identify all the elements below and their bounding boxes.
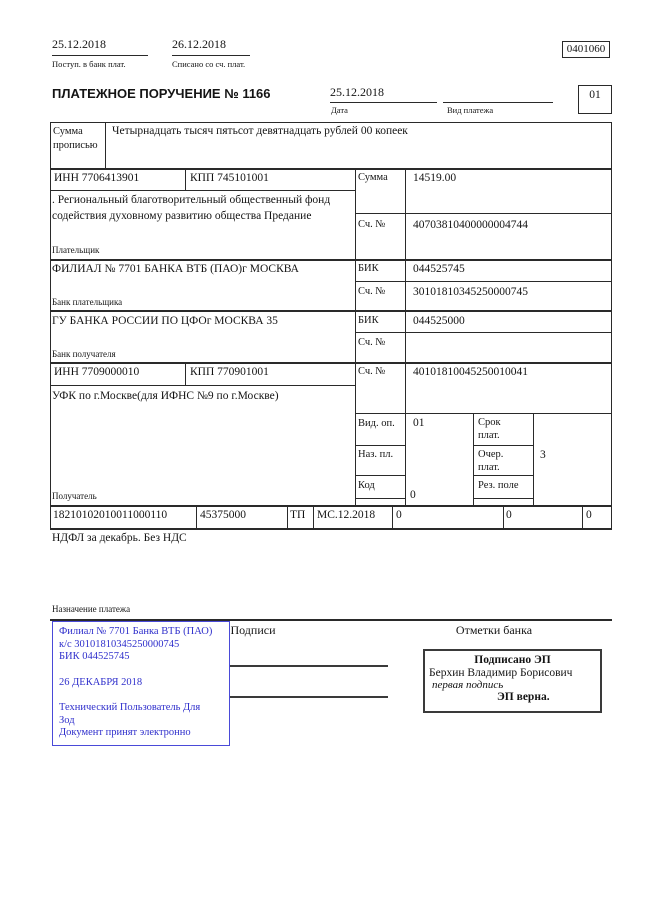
tax-type: 0 <box>586 509 592 521</box>
tax-period: МС.12.2018 <box>317 509 376 521</box>
grid-line <box>50 505 612 507</box>
grid-line <box>50 122 51 530</box>
grid-line <box>392 505 393 528</box>
kod-label: Код <box>358 480 375 491</box>
payer-account: 40703810400000004744 <box>413 219 528 231</box>
naz-pl-label: Наз. пл. <box>358 449 394 460</box>
signature-line-1 <box>230 665 388 667</box>
debited-date-underline <box>172 55 250 56</box>
payer-name: . Региональный благотворительный общественный фонд содействия духовному развитию общества Предание <box>52 194 331 222</box>
payer-kpp: КПП 745101001 <box>190 172 269 184</box>
payee-bank-bik-label: БИК <box>358 315 379 326</box>
form-code-box <box>562 41 610 58</box>
grid-line <box>313 505 314 528</box>
payer-bank-bik: 044525745 <box>413 263 465 275</box>
grid-line <box>185 168 186 190</box>
payee-bank-account-label: Сч. № <box>358 337 386 348</box>
stamp-bank-name: Филиал № 7701 Банка ВТБ (ПАО) <box>59 626 213 637</box>
esign-name: Берхин Владимир Борисович <box>429 667 573 679</box>
grid-line <box>405 168 406 505</box>
grid-line <box>196 505 197 528</box>
grid-line <box>50 122 612 123</box>
stamp-bik: БИК 044525745 <box>59 651 130 662</box>
grid-line <box>50 362 612 364</box>
stamp-operator-line2: Зод <box>59 714 75 726</box>
amount-in-words-label: Сумма прописью <box>53 126 98 151</box>
grid-line <box>50 310 612 312</box>
date-label: Дата <box>331 105 348 115</box>
grid-line <box>355 281 612 282</box>
payee-label: Получатель <box>52 491 97 501</box>
esign-sub: первая подпись <box>432 679 504 691</box>
payee-account-label: Сч. № <box>358 366 386 377</box>
purpose-label: Назначение платежа <box>52 604 131 614</box>
payee-bank-label: Банк получателя <box>52 349 116 359</box>
grid-line <box>50 259 612 261</box>
payer-bank-account-label: Сч. № <box>358 286 386 297</box>
purpose-text: НДФЛ за декабрь. Без НДС <box>52 532 187 544</box>
payment-kind-label: Вид платежа <box>447 105 494 115</box>
payer-bank-label: Банк плательщика <box>52 297 123 307</box>
sum-label: Сумма <box>358 172 388 183</box>
grid-line <box>287 505 288 528</box>
grid-line <box>355 498 405 499</box>
amount-in-words: Четырнадцать тысяч пятьсот девятнадцать рублей 00 копеек <box>112 125 408 137</box>
bank-marks-heading: Отметки банка <box>455 623 533 637</box>
payee-kpp: КПП 770901001 <box>190 366 269 378</box>
kod-value: 0 <box>410 489 416 501</box>
grid-line <box>533 413 534 505</box>
received-date-underline <box>52 55 148 56</box>
tax-basis: ТП <box>290 509 306 521</box>
document-title: ПЛАТЕЖНОЕ ПОРУЧЕНИЕ № 1166 <box>52 86 271 101</box>
tax-oktmo: 45375000 <box>200 509 246 521</box>
esign-title: Подписано ЭП <box>474 654 551 666</box>
sum-value: 14519.00 <box>413 172 457 184</box>
payer-bank-account: 30101810345250000745 <box>413 286 528 298</box>
tax-doc-number: 0 <box>396 509 402 521</box>
payer-account-label: Сч. № <box>358 219 386 230</box>
grid-line <box>50 385 355 386</box>
signatures-heading: Подписи <box>230 623 276 637</box>
signature-line-2 <box>230 696 388 698</box>
payee-inn: ИНН 7709000010 <box>54 366 140 378</box>
payee-name: УФК по г.Москве(для ИФНС №9 по г.Москве) <box>52 390 279 402</box>
grid-line <box>355 445 405 446</box>
form-code: 0401060 <box>566 43 606 55</box>
srok-plat-label: Срок плат. <box>478 417 501 442</box>
grid-line <box>582 505 583 528</box>
stamp-operator-line1: Технический Пользователь Для <box>59 702 201 713</box>
vid-op-label: Вид. оп. <box>358 418 395 429</box>
payer-bank-bik-label: БИК <box>358 263 379 274</box>
received-date-label: Поступ. в банк плат. <box>52 59 126 69</box>
grid-line <box>105 122 106 168</box>
grid-line <box>473 413 474 505</box>
tax-doc-date: 0 <box>506 509 512 521</box>
grid-line <box>50 528 612 530</box>
stamp-accepted-note: Документ принят электронно <box>59 727 191 738</box>
payer-inn: ИНН 7706413901 <box>54 172 140 184</box>
payment-kind-underline <box>443 102 553 103</box>
grid-line <box>611 122 612 530</box>
status-code: 01 <box>589 89 601 101</box>
payer-label: Плательщик <box>52 245 100 255</box>
rez-pole-label: Рез. поле <box>478 480 519 491</box>
grid-line <box>355 168 356 505</box>
grid-line <box>355 213 612 214</box>
tax-kbk: 18210102010011000110 <box>53 509 168 521</box>
grid-line <box>50 190 355 191</box>
received-date: 25.12.2018 <box>52 37 106 51</box>
grid-line <box>473 445 533 446</box>
esign-box <box>423 649 602 713</box>
payer-bank-name: ФИЛИАЛ № 7701 БАНКА ВТБ (ПАО)г МОСКВА <box>52 263 299 275</box>
debited-date: 26.12.2018 <box>172 37 226 51</box>
grid-line <box>503 505 504 528</box>
stamp-corr-account: к/с 30101810345250000745 <box>59 638 180 650</box>
grid-line <box>473 475 533 476</box>
grid-line <box>185 362 186 385</box>
ocher-plat-label: Очер. плат. <box>478 449 504 474</box>
payee-bank-bik: 044525000 <box>413 315 465 327</box>
ocher-plat-value: 3 <box>540 449 546 461</box>
grid-line <box>355 475 405 476</box>
grid-line <box>473 498 533 499</box>
stamp-date: 26 ДЕКАБРЯ 2018 <box>59 676 143 688</box>
grid-line <box>355 413 612 414</box>
date-underline <box>330 102 437 103</box>
vid-op-value: 01 <box>413 417 425 429</box>
payee-bank-name: ГУ БАНКА РОССИИ ПО ЦФОг МОСКВА 35 <box>52 315 278 327</box>
debited-date-label: Списано со сч. плат. <box>172 59 246 69</box>
grid-line <box>355 332 612 333</box>
esign-verified: ЭП верна. <box>497 691 550 703</box>
bank-stamp <box>52 621 230 746</box>
payee-account: 40101810045250010041 <box>413 366 528 378</box>
status-code-box <box>578 85 612 114</box>
grid-line <box>50 168 612 170</box>
document-date: 25.12.2018 <box>330 85 384 99</box>
